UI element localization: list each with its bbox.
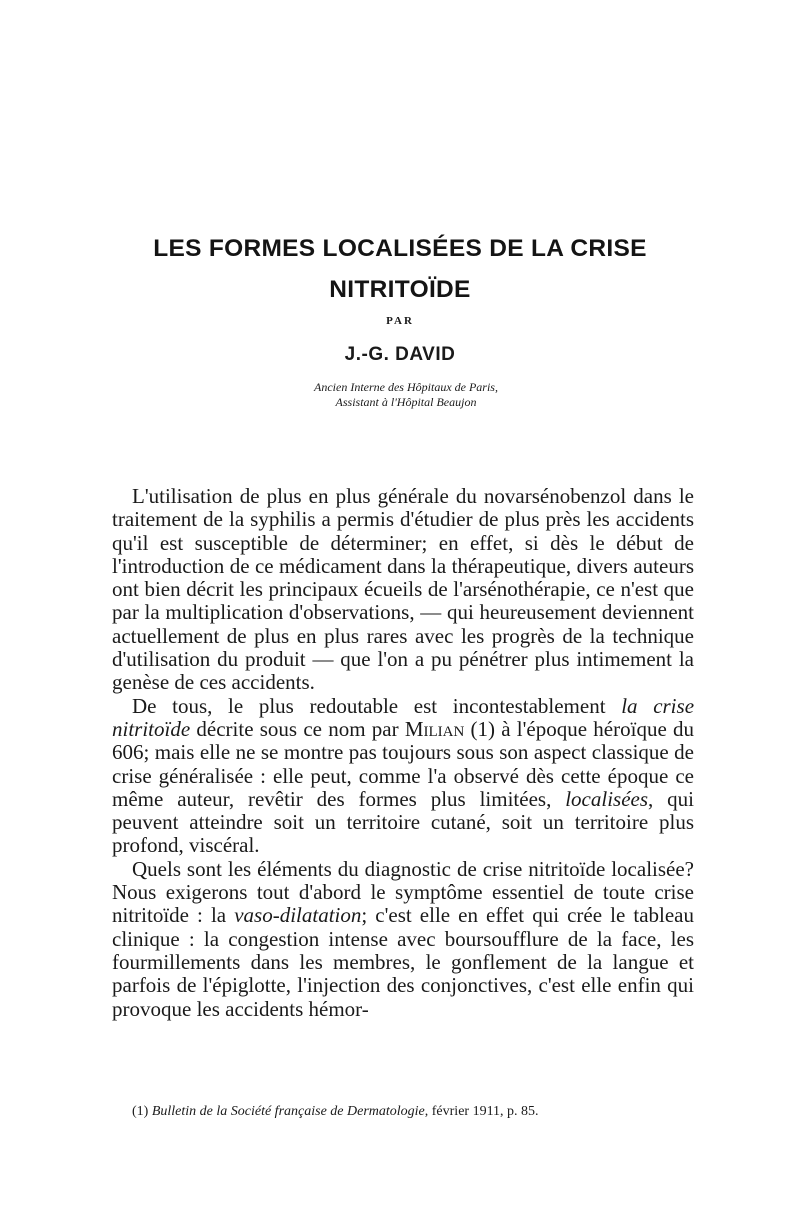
by-line: PAR xyxy=(386,315,414,327)
affiliation-line-1: Ancien Interne des Hôpitaux de Paris, xyxy=(314,380,498,394)
p2-author-milian: Milian xyxy=(404,716,465,741)
footnote-marker: (1) xyxy=(132,1104,152,1119)
author-name: J.-G. DAVID xyxy=(344,344,456,365)
p2-emphasis-localisees: localisées xyxy=(565,786,649,811)
paragraph-3 xyxy=(112,858,694,1021)
paragraph-1: L'utilisation de plus en plus générale du novarsénobenzol dans le traitement de la syphilis a permis d'étudier de plus près les accidents qu'il est susceptible de déterminer; en effet, si dès le début de l'introduction de ce médicament dans la thérapeutique, divers auteurs ont bien décrit les principaux écueils de l'arsénothérapie, ce n'est que par la multiplication d'observations, — qui heureusement deviennent actuellement de plus en plus rares avec les progrès de la technique d'utilisation du produit — que l'on a pu pénétrer plus intimement la genèse de ces accidents. xyxy=(112,484,694,695)
p3-text-b: ; c'est elle en effet qui crée le tableau clinique : la congestion intense avec boursoufflure de la face, les fourmillements dans les membres, le gonflement de la langue et parfois de l'épiglotte, l'injection des conjonctives, c'est elle enfin qui provoque les accidents hémor- xyxy=(112,903,695,1021)
p2-text-b: décrite sous ce nom par xyxy=(190,716,405,741)
paragraph-2 xyxy=(112,695,694,858)
title-line-1: LES FORMES LOCALISÉES DE LA CRISE xyxy=(153,235,647,262)
p3-emphasis-vaso: vaso-dilatation xyxy=(234,903,362,928)
p2-text-d: , qui peuvent atteindre soit un territoire cutané, soit un territoire plus profond, viscéral. xyxy=(112,786,694,858)
p2-text-c: (1) à l'époque héroïque du 606; mais elle ne se montre pas toujours sous son aspect classique de crise généralisée : elle peut, comme l'a observé dès cette époque ce même auteur, revêtir des formes plus limitées, xyxy=(112,716,694,811)
footnote-1 xyxy=(132,1103,712,1121)
p2-text-a: De tous, le plus redoutable est incontestablement xyxy=(132,693,622,718)
article-title xyxy=(0,228,800,310)
affiliation-line-2: Assistant à l'Hôpital Beaujon xyxy=(335,395,477,409)
title-line-2: NITRITOÏDE xyxy=(329,276,471,303)
footnote-citation: , février 1911, p. 85. xyxy=(424,1104,539,1119)
article-body xyxy=(112,485,694,1021)
p3-text-a: Quels sont les éléments du diagnostic de crise nitritoïde localisée? Nous exigerons tout d'abord le symptôme essentiel de toute crise nitritoïde : la xyxy=(112,856,694,928)
footnote-journal: Bulletin de la Société française de Dermatologie xyxy=(151,1104,425,1119)
p2-emphasis-crise: la crise nitritoïde xyxy=(112,693,695,741)
author-affiliation xyxy=(0,380,800,410)
